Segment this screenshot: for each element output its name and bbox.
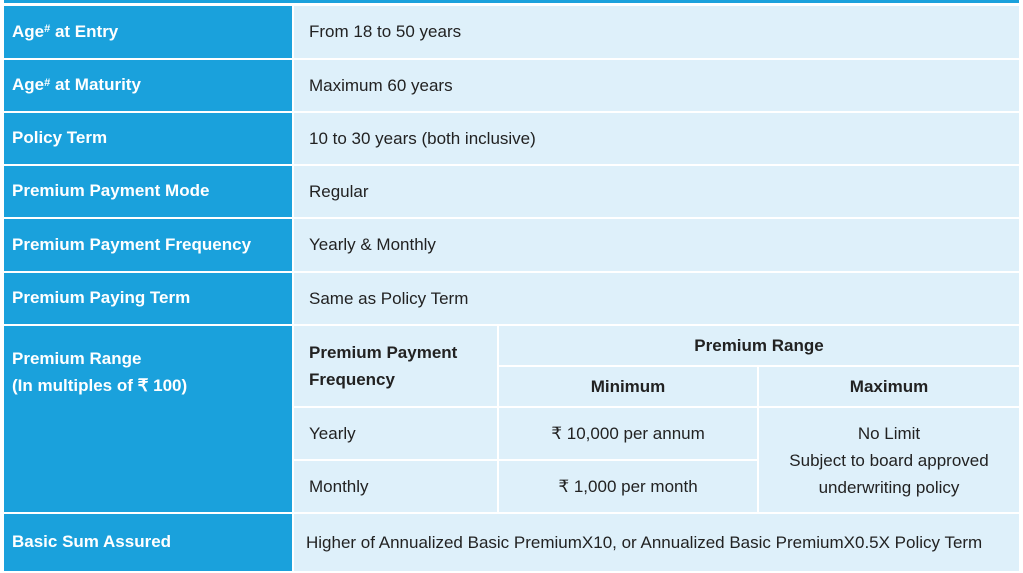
maximum-no-limit: No Limit: [857, 423, 921, 443]
policy-term-label: Policy Term: [4, 113, 292, 164]
premium-frequency-header-line2: Frequency: [309, 370, 395, 389]
basic-sum-assured-value: Higher of Annualized Basic PremiumX10, or Annualized Basic PremiumX0.5X Policy Term: [294, 514, 1019, 571]
age-at-entry-value: From 18 to 50 years: [294, 6, 1019, 58]
maximum-value: [759, 408, 1019, 512]
yearly-minimum-value: ₹ 10,000 per annum: [499, 408, 757, 459]
premium-frequency-header: [294, 326, 497, 406]
premium-payment-mode-label: Premium Payment Mode: [4, 166, 292, 217]
premium-payment-frequency-value: Yearly & Monthly: [294, 219, 1019, 271]
age-at-maturity-value: Maximum 60 years: [294, 60, 1019, 111]
at-maturity-word: at Maturity: [50, 75, 141, 95]
hash-mark: #: [44, 76, 51, 89]
premium-paying-term-label: Premium Paying Term: [4, 273, 292, 324]
monthly-label: Monthly: [294, 461, 497, 512]
at-entry-word: at Entry: [50, 21, 119, 41]
premium-range-multiples-note: (In multiples of ₹ 100): [12, 376, 188, 395]
maximum-note-line2: underwriting policy: [818, 477, 960, 497]
age-word: Age: [12, 21, 45, 41]
yearly-label: Yearly: [294, 408, 497, 459]
basic-sum-assured-label: Basic Sum Assured: [4, 514, 292, 571]
age-at-entry-label: [4, 6, 292, 58]
monthly-minimum-value: ₹ 1,000 per month: [499, 461, 757, 512]
age-at-maturity-label: [4, 60, 292, 111]
hash-mark: #: [44, 23, 51, 36]
premium-range-label: [4, 326, 292, 512]
premium-frequency-header-line1: Premium Payment: [309, 343, 458, 362]
premium-paying-term-value: Same as Policy Term: [294, 273, 1019, 324]
premium-payment-mode-value: Regular: [294, 166, 1019, 217]
premium-payment-frequency-label: Premium Payment Frequency: [4, 219, 292, 271]
maximum-note-line1: Subject to board approved: [789, 450, 989, 470]
premium-range-title: Premium Range: [12, 349, 142, 368]
minimum-header: Minimum: [499, 367, 757, 406]
premium-range-header: Premium Range: [499, 326, 1019, 365]
age-word: Age: [12, 75, 45, 95]
maximum-header: Maximum: [759, 367, 1019, 406]
policy-term-value: 10 to 30 years (both inclusive): [294, 113, 1019, 164]
table-top-border: [4, 0, 1019, 3]
